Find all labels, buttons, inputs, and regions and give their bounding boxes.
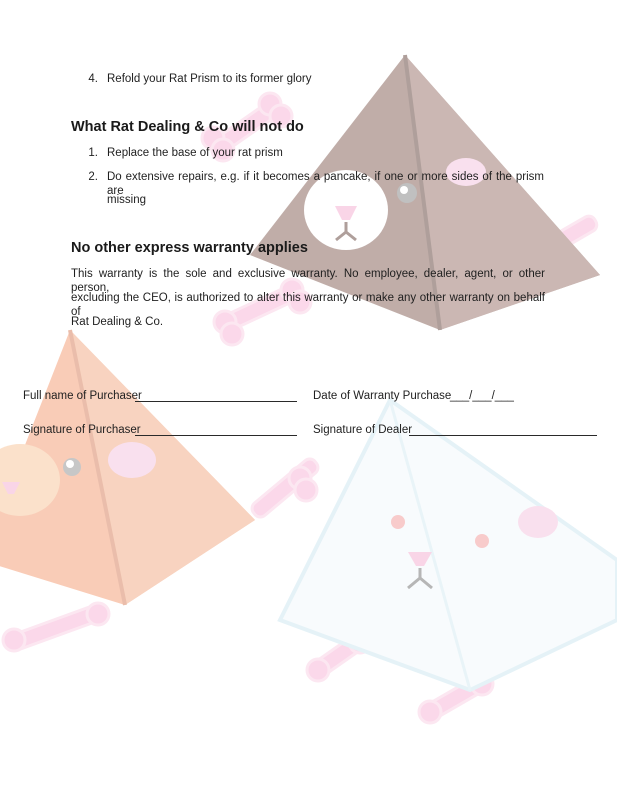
list-item-text: Do extensive repairs, e.g. if it becomes a pancake, if one or more sides of the prism are	[107, 171, 544, 197]
purchaser-name-label: Full name of Purchaser	[23, 390, 142, 402]
list-number: 2.	[88, 171, 98, 183]
section-heading-warranty: No other express warranty applies	[71, 240, 308, 256]
list-number: 1.	[88, 147, 98, 159]
purchaser-signature-field[interactable]	[135, 435, 297, 436]
warranty-paragraph-line: excluding the CEO, is authorized to alter this warranty or make any other warranty on behalf of	[71, 292, 545, 318]
list-number: 4.	[88, 73, 98, 85]
list-item-text-continued: missing	[107, 194, 146, 206]
purchase-date-label: Date of Warranty Purchase	[313, 390, 452, 402]
purchase-date-field[interactable]: ___/___/___	[450, 390, 514, 402]
warranty-paragraph-line: This warranty is the sole and exclusive warranty. No employee, dealer, agent, or other person,	[71, 268, 545, 294]
purchaser-name-field[interactable]	[135, 401, 297, 402]
list-item-text: Refold your Rat Prism to its former glory	[107, 73, 312, 85]
purchaser-signature-label: Signature of Purchaser	[23, 424, 141, 436]
warranty-paragraph-line: Rat Dealing & Co.	[71, 316, 164, 328]
dealer-signature-label: Signature of Dealer	[313, 424, 413, 436]
dealer-signature-field[interactable]	[409, 435, 597, 436]
list-item-text: Replace the base of your rat prism	[107, 147, 283, 159]
section-heading-not-do: What Rat Dealing & Co will not do	[71, 119, 304, 135]
